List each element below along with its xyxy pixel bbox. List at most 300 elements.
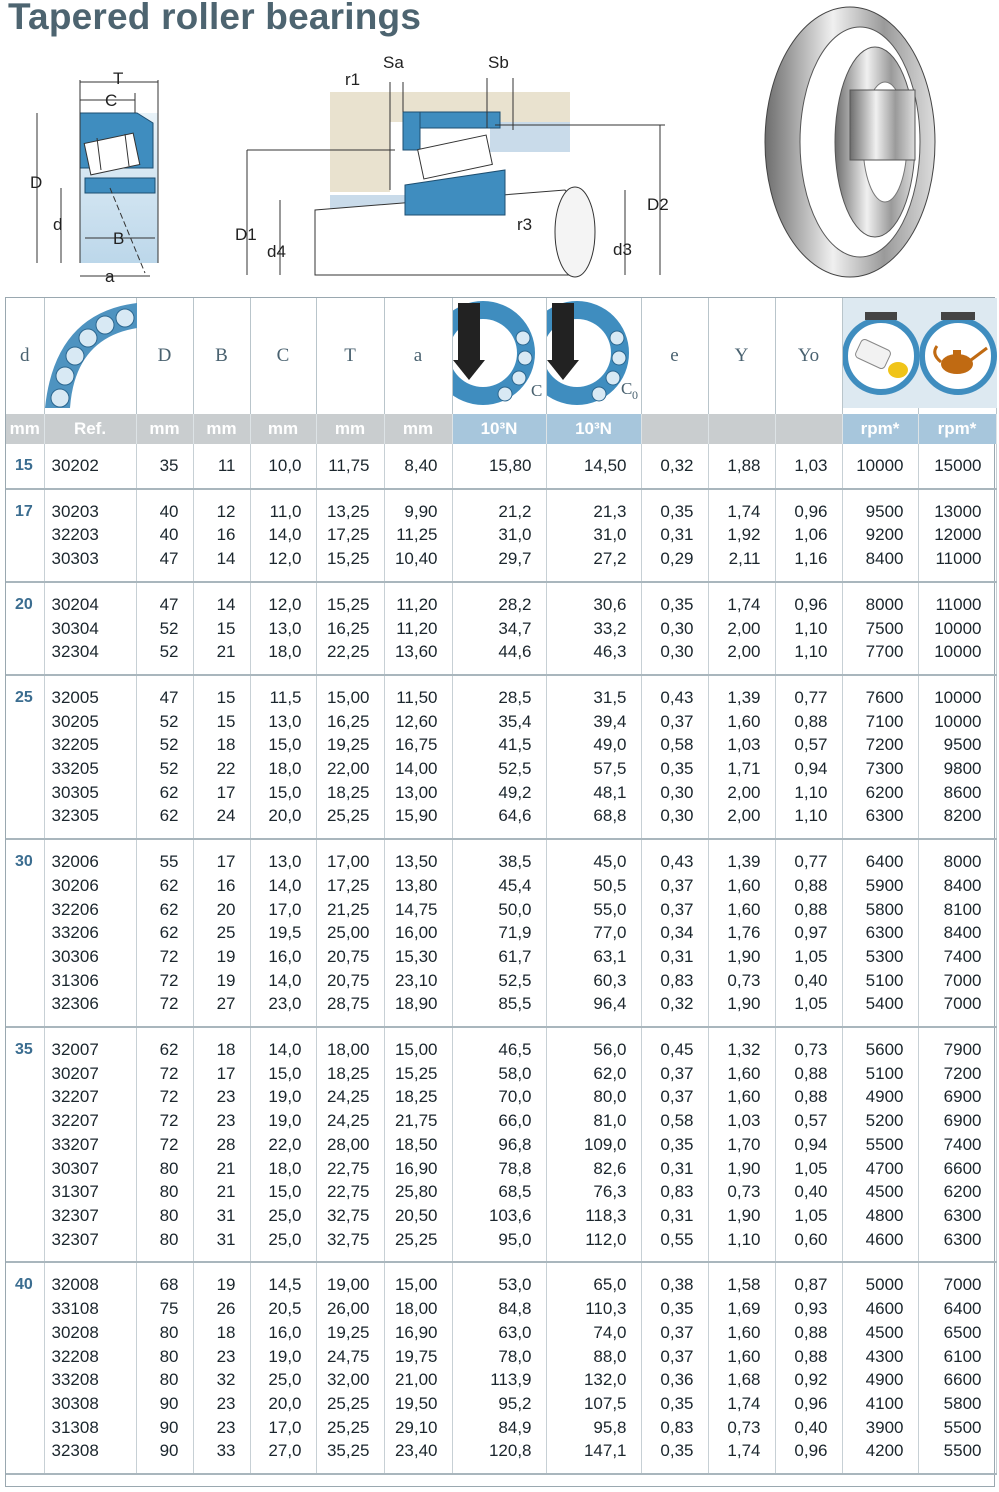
- cell-value: 46,5: [498, 1040, 532, 1060]
- cell-value: 6300: [943, 1229, 982, 1249]
- label-d4: d4: [267, 242, 286, 261]
- value-cell: [384, 1027, 452, 1262]
- cell-value: 0,37: [660, 1346, 694, 1366]
- cell-value: 25,0: [268, 1370, 302, 1390]
- cell-value: 31: [216, 1205, 236, 1225]
- ball-bearing-icon: [44, 298, 136, 414]
- cell-value: 0,31: [660, 1158, 694, 1178]
- cell-value: 8,40: [404, 456, 438, 475]
- cell-value: 6200: [865, 782, 904, 802]
- cell-value: 32207: [51, 1087, 99, 1107]
- cell-value: 0,35: [660, 1299, 694, 1319]
- table-row: [6, 489, 996, 582]
- cell-value: 0,60: [794, 1229, 828, 1249]
- cell-value: 0,31: [660, 946, 694, 966]
- cell-value: 62: [159, 875, 179, 895]
- cell-value: 1,74: [727, 1393, 761, 1413]
- value-cell: [452, 444, 546, 489]
- cell-value: 17: [216, 1063, 236, 1083]
- cell-value: 0,73: [727, 970, 761, 990]
- cell-value: 1,05: [794, 1158, 828, 1178]
- cell-value: 8400: [943, 875, 982, 895]
- col-header-Y: Y: [708, 298, 775, 414]
- cell-value: 5000: [865, 1275, 904, 1295]
- cell-value: 28,2: [498, 594, 532, 614]
- label-r1: r1: [345, 70, 361, 89]
- value-cell: [708, 489, 775, 582]
- bore-group: [6, 1027, 996, 1262]
- value-cell: [250, 1027, 316, 1262]
- cell-value: 80: [159, 1158, 179, 1178]
- unit-ref: Ref.: [44, 414, 136, 444]
- cell-value: 27,2: [593, 549, 627, 569]
- cell-value: 50,0: [498, 899, 532, 919]
- cell-value: 52,5: [498, 970, 532, 990]
- cell-value: 16,0: [268, 946, 302, 966]
- cell-value: 47: [159, 687, 179, 707]
- cell-value: 28,75: [326, 994, 370, 1014]
- cell-value: 78,8: [498, 1158, 532, 1178]
- cell-value: 50,5: [593, 875, 627, 895]
- cell-value: 21,00: [394, 1370, 438, 1390]
- cell-value: 30307: [51, 1158, 99, 1178]
- dynamic-load-icon: [452, 298, 546, 414]
- cell-value: 21: [216, 642, 236, 662]
- value-cell: [316, 489, 384, 582]
- value-cell: [316, 839, 384, 1027]
- cell-value: 32305: [51, 806, 99, 826]
- cell-value: 5800: [865, 899, 904, 919]
- cell-value: 0,34: [660, 923, 694, 943]
- value-cell: [316, 444, 384, 489]
- value-cell: [136, 839, 193, 1027]
- cell-value: 25,25: [394, 1229, 438, 1249]
- cell-value: 80: [159, 1322, 179, 1342]
- value-cell: [193, 444, 250, 489]
- cell-value: 60,3: [593, 970, 627, 990]
- cell-value: 15,25: [326, 549, 370, 569]
- cell-value: 11,50: [396, 687, 438, 707]
- cell-value: 62: [159, 1040, 179, 1060]
- cell-value: 18,25: [326, 1063, 370, 1083]
- cell-value: 31308: [51, 1417, 99, 1437]
- cell-value: 20,75: [326, 970, 370, 990]
- value-cell: [842, 1262, 918, 1474]
- cell-value: 1,10: [794, 806, 828, 826]
- value-cell: [775, 582, 842, 675]
- cell-value: 32208: [51, 1346, 99, 1366]
- cell-value: 103,6: [488, 1205, 532, 1225]
- cell-value: 66,0: [498, 1111, 532, 1131]
- cell-value: 62: [159, 899, 179, 919]
- cell-value: 12,60: [394, 711, 438, 731]
- cell-value: 44,6: [498, 642, 532, 662]
- cell-value: 72: [159, 1134, 179, 1154]
- cell-value: 21,3: [593, 501, 627, 521]
- cell-value: 18,25: [326, 782, 370, 802]
- unit-empty: [641, 414, 708, 444]
- value-cell: [546, 1027, 641, 1262]
- value-cell: [546, 582, 641, 675]
- cell-value: 147,1: [583, 1441, 627, 1461]
- cell-value: 8000: [943, 852, 982, 872]
- value-cell: [136, 1262, 193, 1474]
- cell-value: 33: [216, 1441, 236, 1461]
- cell-value: 32006: [51, 852, 99, 872]
- cell-value: 0,73: [727, 1417, 761, 1437]
- cell-value: 14: [216, 594, 236, 614]
- cell-value: 7100: [865, 711, 904, 731]
- bore-group: [6, 839, 996, 1027]
- table-row: [6, 582, 996, 675]
- cell-value: 15,0: [268, 1063, 302, 1083]
- cell-value: 12,0: [268, 594, 302, 614]
- cell-value: 7200: [865, 735, 904, 755]
- cell-value: 1,39: [727, 687, 761, 707]
- cell-value: 40: [159, 501, 179, 521]
- cell-value: 17,0: [268, 1417, 302, 1437]
- cell-value: 5400: [865, 994, 904, 1014]
- col-header-D: D: [136, 298, 193, 414]
- cell-value: 1,16: [794, 549, 828, 569]
- cell-value: 0,40: [794, 1417, 828, 1437]
- cell-value: 120,8: [488, 1441, 532, 1461]
- cell-value: 4500: [865, 1182, 904, 1202]
- value-cell: [641, 582, 708, 675]
- cell-value: 23: [216, 1087, 236, 1107]
- value-cell: [546, 675, 641, 839]
- cell-value: 1,03: [794, 456, 828, 475]
- cell-value: 0,37: [660, 875, 694, 895]
- cell-value: 0,97: [794, 923, 828, 943]
- value-cell: [641, 839, 708, 1027]
- grease-lubrication-icon: [842, 298, 918, 414]
- label-d: d: [53, 215, 63, 234]
- cell-value: 0,88: [794, 1063, 828, 1083]
- cell-value: 52: [159, 711, 179, 731]
- cell-value: 118,3: [585, 1205, 627, 1225]
- bore-group: [6, 489, 996, 582]
- cell-value: 20: [216, 899, 236, 919]
- cell-value: 16,0: [268, 1322, 302, 1342]
- cell-value: 32307: [51, 1205, 99, 1225]
- cell-value: 0,40: [794, 1182, 828, 1202]
- cell-value: 21,2: [498, 501, 532, 521]
- cell-value: 1,58: [727, 1275, 761, 1295]
- cell-value: 20,0: [268, 1393, 302, 1413]
- cell-value: 2,00: [727, 806, 761, 826]
- cell-value: 9500: [943, 735, 982, 755]
- bore-group: [6, 582, 996, 675]
- cell-value: 23,10: [394, 970, 438, 990]
- cell-value: 15: [216, 687, 236, 707]
- cell-value: 19,5: [268, 923, 302, 943]
- cell-value: 0,96: [794, 594, 828, 614]
- cell-value: 14,0: [268, 875, 302, 895]
- cell-value: 23: [216, 1111, 236, 1131]
- cell-value: 0,32: [660, 456, 694, 475]
- bore-diameter: 17: [6, 489, 44, 582]
- cell-value: 32203: [51, 525, 99, 545]
- cell-value: 45,0: [593, 852, 627, 872]
- cell-value: 6300: [865, 806, 904, 826]
- cell-value: 1,60: [727, 1063, 761, 1083]
- cell-value: 7900: [943, 1040, 982, 1060]
- value-cell: [775, 444, 842, 489]
- cell-value: 72: [159, 1087, 179, 1107]
- cell-value: 11: [217, 456, 236, 475]
- cell-value: 5500: [865, 1134, 904, 1154]
- cell-value: 0,77: [794, 852, 828, 872]
- cell-value: 19: [216, 946, 236, 966]
- cell-value: 28,00: [326, 1134, 370, 1154]
- cell-value: 30207: [51, 1063, 99, 1083]
- cell-value: 84,9: [498, 1417, 532, 1437]
- cell-value: 0,58: [660, 735, 694, 755]
- label-C: C: [105, 91, 118, 110]
- value-cell: [775, 675, 842, 839]
- cell-value: 0,73: [727, 1182, 761, 1202]
- cell-value: 71,9: [498, 923, 532, 943]
- cell-value: 78,0: [498, 1346, 532, 1366]
- value-cell: [452, 1262, 546, 1474]
- cell-value: 5300: [865, 946, 904, 966]
- cell-value: 52: [159, 642, 179, 662]
- ref-cell: [44, 839, 136, 1027]
- value-cell: [384, 444, 452, 489]
- cell-value: 107,5: [583, 1393, 627, 1413]
- value-cell: [193, 839, 250, 1027]
- cell-value: 11,5: [269, 687, 302, 707]
- ref-cell: [44, 1027, 136, 1262]
- value-cell: [842, 839, 918, 1027]
- cell-value: 0,94: [794, 1134, 828, 1154]
- cell-value: 21,75: [394, 1111, 438, 1131]
- value-cell: [842, 444, 918, 489]
- ref-cell: [44, 675, 136, 839]
- cell-value: 32205: [51, 735, 99, 755]
- cell-value: 8100: [943, 899, 982, 919]
- cell-value: 30206: [51, 875, 99, 895]
- cell-value: 9500: [865, 501, 904, 521]
- cell-value: 24: [216, 806, 236, 826]
- value-cell: [384, 675, 452, 839]
- cell-value: 5100: [865, 970, 904, 990]
- cell-value: 15,25: [326, 594, 370, 614]
- cell-value: 70,0: [498, 1087, 532, 1107]
- cell-value: 0,94: [794, 759, 828, 779]
- cell-value: 22,0: [268, 1134, 302, 1154]
- cell-value: 8200: [943, 806, 982, 826]
- cell-value: 14,5: [268, 1275, 302, 1295]
- cell-value: 30308: [51, 1393, 99, 1413]
- cell-value: 32,75: [326, 1229, 370, 1249]
- cell-value: 30208: [51, 1322, 99, 1342]
- cell-value: 4600: [865, 1299, 904, 1319]
- cell-value: 17,00: [326, 852, 370, 872]
- cell-value: 33108: [51, 1299, 99, 1319]
- bore-group: [6, 675, 996, 839]
- cell-value: 12,0: [268, 549, 302, 569]
- cell-value: 19,25: [326, 735, 370, 755]
- cell-value: 96,8: [498, 1134, 532, 1154]
- cell-value: 32307: [51, 1229, 99, 1249]
- cell-value: 2,11: [728, 549, 761, 569]
- col-header-B: B: [193, 298, 250, 414]
- cell-value: 0,88: [794, 711, 828, 731]
- cell-value: 0,55: [660, 1229, 694, 1249]
- cell-value: 29,7: [498, 549, 532, 569]
- static-load-icon: [546, 298, 641, 414]
- cell-value: 0,58: [660, 1111, 694, 1131]
- cell-value: 17,0: [268, 899, 302, 919]
- cell-value: 0,37: [660, 711, 694, 731]
- ref-cell: [44, 1262, 136, 1474]
- cell-value: 14,75: [394, 899, 438, 919]
- cell-value: 5900: [865, 875, 904, 895]
- cell-value: 8400: [943, 923, 982, 943]
- cell-value: 32008: [51, 1275, 99, 1295]
- cell-value: 25,25: [326, 806, 370, 826]
- label-r3: r3: [517, 215, 533, 234]
- value-cell: [775, 489, 842, 582]
- unit-mm: mm: [250, 414, 316, 444]
- cell-value: 62: [159, 806, 179, 826]
- cell-value: 32005: [51, 687, 99, 707]
- cell-value: 31,5: [593, 687, 627, 707]
- cell-value: 19,00: [326, 1275, 370, 1295]
- cell-value: 15,0: [268, 782, 302, 802]
- cell-value: 23: [216, 1346, 236, 1366]
- cell-value: 32308: [51, 1441, 99, 1461]
- cell-value: 21,25: [326, 899, 370, 919]
- cell-value: 11,75: [328, 456, 370, 475]
- value-cell: [641, 1262, 708, 1474]
- cell-value: 1,05: [794, 994, 828, 1014]
- cell-value: 1,60: [727, 1346, 761, 1366]
- label-D: D: [30, 173, 43, 192]
- cell-value: 15,25: [394, 1063, 438, 1083]
- cell-value: 16,00: [394, 923, 438, 943]
- cell-value: 0,35: [660, 1134, 694, 1154]
- cell-value: 35,25: [326, 1441, 370, 1461]
- cell-value: 1,74: [727, 1441, 761, 1461]
- value-cell: [250, 489, 316, 582]
- unit-rpm: rpm*: [842, 414, 918, 444]
- oil-lubrication-icon: [918, 298, 996, 414]
- cell-value: 0,36: [660, 1370, 694, 1390]
- value-cell: [641, 675, 708, 839]
- cell-value: 22,75: [326, 1182, 370, 1202]
- cell-value: 9200: [865, 525, 904, 545]
- cell-value: 6300: [943, 1205, 982, 1225]
- cell-value: 11,20: [396, 594, 438, 614]
- cell-value: 95,8: [593, 1417, 627, 1437]
- cell-value: 13,60: [394, 642, 438, 662]
- cell-value: 0,96: [794, 1393, 828, 1413]
- value-cell: [918, 444, 996, 489]
- bore-diameter: 30: [6, 839, 44, 1027]
- cell-value: 31306: [51, 970, 99, 990]
- cell-value: 23: [216, 1393, 236, 1413]
- cell-value: 109,0: [583, 1134, 627, 1154]
- cell-value: 0,35: [660, 594, 694, 614]
- cell-value: 75: [159, 1299, 179, 1319]
- cell-value: 95,0: [498, 1229, 532, 1249]
- value-cell: [250, 1262, 316, 1474]
- cell-value: 31,0: [593, 525, 627, 545]
- cell-value: 0,32: [660, 994, 694, 1014]
- cell-value: 25: [216, 923, 236, 943]
- cell-value: 16,90: [394, 1322, 438, 1342]
- cell-value: 17: [216, 852, 236, 872]
- value-cell: [708, 839, 775, 1027]
- bearing-table: [5, 297, 995, 1487]
- cell-value: 39,4: [593, 711, 627, 731]
- cell-value: 1,10: [794, 782, 828, 802]
- unit-mm: mm: [6, 414, 44, 444]
- cell-value: 18,0: [268, 759, 302, 779]
- cell-value: 15,00: [326, 687, 370, 707]
- cell-value: 47: [159, 594, 179, 614]
- cell-value: 11,20: [396, 618, 438, 638]
- cell-value: 10,0: [268, 456, 302, 475]
- cell-value: 30303: [51, 549, 99, 569]
- cell-value: 0,88: [794, 1322, 828, 1342]
- cell-value: 72: [159, 946, 179, 966]
- cell-value: 76,3: [593, 1182, 627, 1202]
- cell-value: 6600: [943, 1158, 982, 1178]
- cell-value: 10000: [856, 456, 904, 475]
- cell-value: 26,00: [326, 1299, 370, 1319]
- cell-value: 11000: [935, 594, 982, 614]
- bore-diameter: 20: [6, 582, 44, 675]
- cell-value: 41,5: [498, 735, 532, 755]
- cell-value: 57,5: [593, 759, 627, 779]
- cell-value: 0,37: [660, 1063, 694, 1083]
- cell-value: 132,0: [583, 1370, 627, 1390]
- bearing-cross-section-diagram: [25, 68, 175, 288]
- cell-value: 14,50: [583, 456, 627, 475]
- cell-value: 24,25: [326, 1087, 370, 1107]
- cell-value: 24,25: [326, 1111, 370, 1131]
- col-header-e: e: [641, 298, 708, 414]
- unit-kn: 10³N: [546, 414, 641, 444]
- cell-value: 47: [159, 549, 179, 569]
- cell-value: 1,39: [727, 852, 761, 872]
- cell-value: 10000: [934, 642, 982, 662]
- cell-value: 30205: [51, 711, 99, 731]
- cell-value: 4300: [865, 1346, 904, 1366]
- unit-mm: mm: [136, 414, 193, 444]
- cell-value: 80: [159, 1370, 179, 1390]
- cell-value: 18,0: [268, 1158, 302, 1178]
- cell-value: 31307: [51, 1182, 99, 1202]
- cell-value: 8400: [865, 549, 904, 569]
- cell-value: 68,8: [593, 806, 627, 826]
- cell-value: 6400: [865, 852, 904, 872]
- cell-value: 15,00: [394, 1275, 438, 1295]
- cell-value: 0,92: [794, 1370, 828, 1390]
- cell-value: 10000: [934, 687, 982, 707]
- cell-value: 5200: [865, 1111, 904, 1131]
- label-Sa: Sa: [383, 53, 404, 72]
- cell-value: 80,0: [593, 1087, 627, 1107]
- cell-value: 17,25: [326, 525, 370, 545]
- cell-value: 7700: [865, 642, 904, 662]
- cell-value: 68,5: [498, 1182, 532, 1202]
- cell-value: 0,40: [794, 970, 828, 990]
